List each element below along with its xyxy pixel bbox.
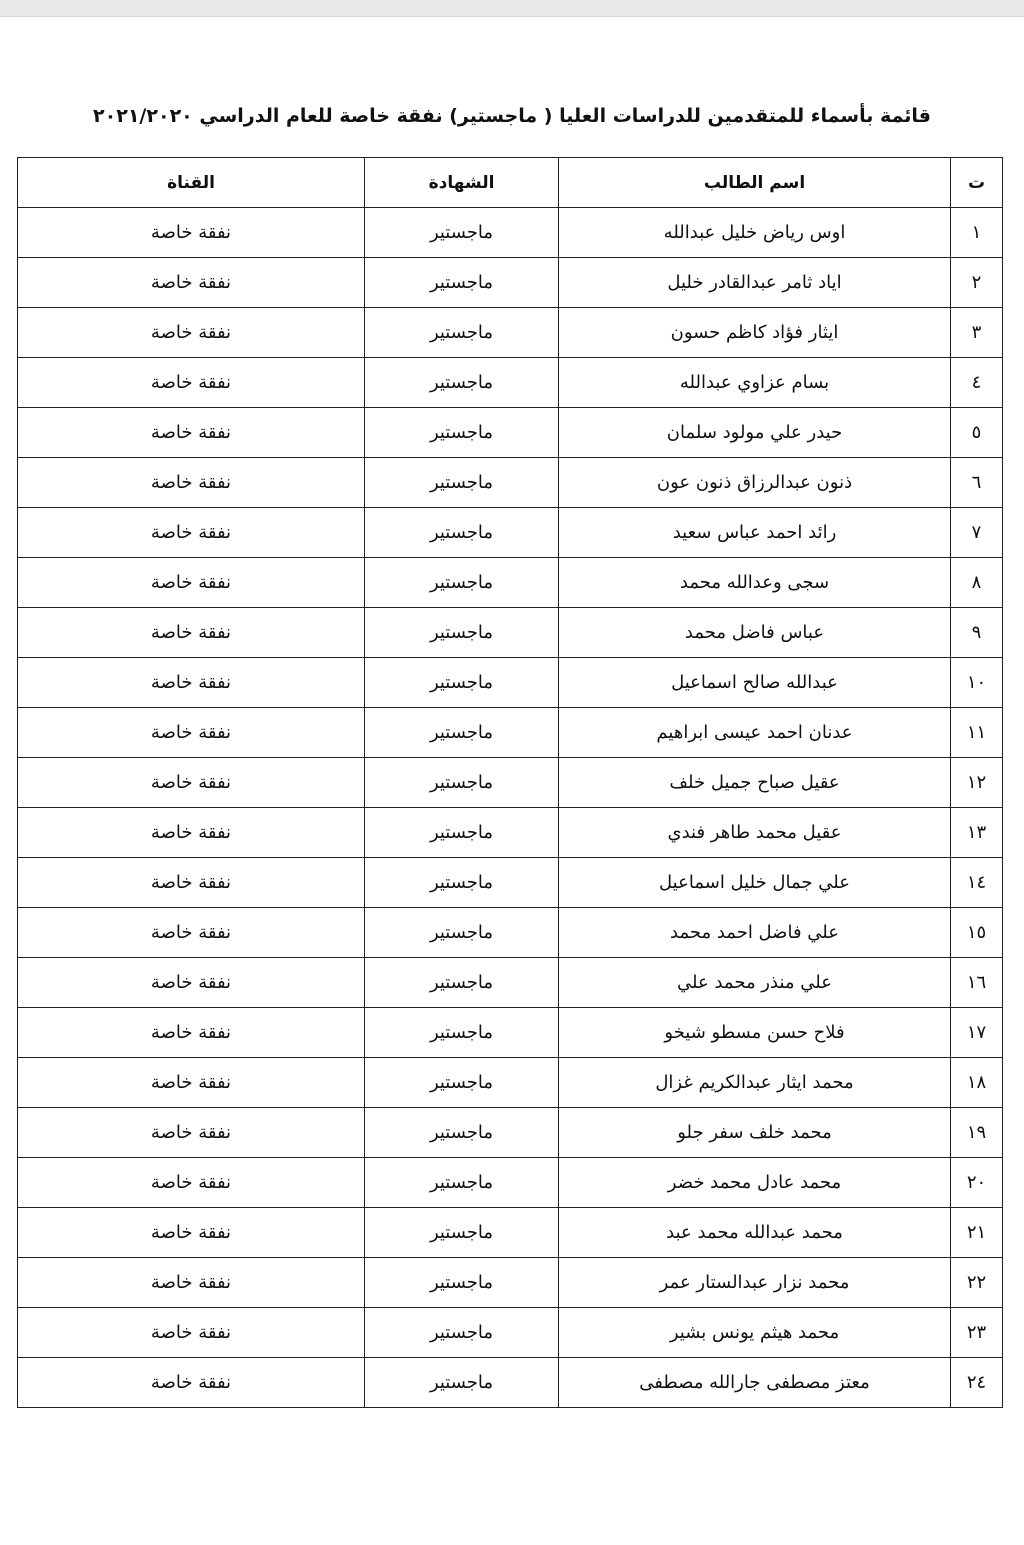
channel: نفقة خاصة (18, 1258, 365, 1308)
channel: نفقة خاصة (18, 1058, 365, 1108)
degree: ماجستير (365, 808, 559, 858)
student-name: محمد عبدالله محمد عبد (559, 1208, 951, 1258)
channel: نفقة خاصة (18, 508, 365, 558)
channel: نفقة خاصة (18, 1108, 365, 1158)
degree: ماجستير (365, 1158, 559, 1208)
student-name: محمد عادل محمد خضر (559, 1158, 951, 1208)
student-name: محمد خلف سفر جلو (559, 1108, 951, 1158)
table-row (18, 1358, 1003, 1408)
table-body (18, 208, 1003, 1408)
table-row (18, 908, 1003, 958)
header-channel: القناة (18, 158, 365, 208)
channel: نفقة خاصة (18, 1008, 365, 1058)
degree: ماجستير (365, 1208, 559, 1258)
student-name: محمد ايثار عبدالكريم غزال (559, 1058, 951, 1108)
degree: ماجستير (365, 608, 559, 658)
header-degree: الشهادة (365, 158, 559, 208)
table-row (18, 508, 1003, 558)
row-number: ١٣ (951, 808, 1003, 858)
degree: ماجستير (365, 758, 559, 808)
header-number: ت (951, 158, 1003, 208)
table-row (18, 1108, 1003, 1158)
channel: نفقة خاصة (18, 358, 365, 408)
degree: ماجستير (365, 558, 559, 608)
channel: نفقة خاصة (18, 558, 365, 608)
student-name: ذنون عبدالرزاق ذنون عون (559, 458, 951, 508)
row-number: ٦ (951, 458, 1003, 508)
channel: نفقة خاصة (18, 808, 365, 858)
student-name: بسام عزاوي عبدالله (559, 358, 951, 408)
degree: ماجستير (365, 1108, 559, 1158)
table-row (18, 858, 1003, 908)
degree: ماجستير (365, 458, 559, 508)
table-row (18, 758, 1003, 808)
row-number: ١١ (951, 708, 1003, 758)
channel: نفقة خاصة (18, 758, 365, 808)
row-number: ٢٤ (951, 1358, 1003, 1408)
student-name: محمد نزار عبدالستار عمر (559, 1258, 951, 1308)
table-row (18, 358, 1003, 408)
table-row (18, 1208, 1003, 1258)
student-name: ايثار فؤاد كاظم حسون (559, 308, 951, 358)
row-number: ١٩ (951, 1108, 1003, 1158)
row-number: ١ (951, 208, 1003, 258)
row-number: ٢٢ (951, 1258, 1003, 1308)
channel: نفقة خاصة (18, 408, 365, 458)
row-number: ٥ (951, 408, 1003, 458)
header-student-name: اسم الطالب (559, 158, 951, 208)
row-number: ٢١ (951, 1208, 1003, 1258)
channel: نفقة خاصة (18, 458, 365, 508)
table-row (18, 808, 1003, 858)
row-number: ١٥ (951, 908, 1003, 958)
student-name: علي جمال خليل اسماعيل (559, 858, 951, 908)
page-title: قائمة بأسماء للمتقدمين للدراسات العليا ( ماجستير) نفقة خاصة للعام الدراسي ٢٠٢١/٢٠٢٠ (93, 105, 931, 127)
student-name: عقيل محمد طاهر فندي (559, 808, 951, 858)
channel: نفقة خاصة (18, 1208, 365, 1258)
degree: ماجستير (365, 1358, 559, 1408)
student-name: علي فاضل احمد محمد (559, 908, 951, 958)
degree: ماجستير (365, 1058, 559, 1108)
channel: نفقة خاصة (18, 708, 365, 758)
table-header-row (18, 158, 1003, 208)
student-name: فلاح حسن مسطو شيخو (559, 1008, 951, 1058)
channel: نفقة خاصة (18, 208, 365, 258)
row-number: ٢٣ (951, 1308, 1003, 1358)
degree: ماجستير (365, 208, 559, 258)
table-row (18, 1008, 1003, 1058)
degree: ماجستير (365, 658, 559, 708)
degree: ماجستير (365, 908, 559, 958)
row-number: ١٢ (951, 758, 1003, 808)
channel: نفقة خاصة (18, 908, 365, 958)
table-row (18, 1308, 1003, 1358)
student-name: اياد ثامر عبدالقادر خليل (559, 258, 951, 308)
table-row (18, 258, 1003, 308)
degree: ماجستير (365, 258, 559, 308)
degree: ماجستير (365, 858, 559, 908)
degree: ماجستير (365, 508, 559, 558)
table-row (18, 708, 1003, 758)
channel: نفقة خاصة (18, 608, 365, 658)
row-number: ٨ (951, 558, 1003, 608)
student-name: عقيل صباح جميل خلف (559, 758, 951, 808)
table-row (18, 408, 1003, 458)
degree: ماجستير (365, 408, 559, 458)
table-row (18, 608, 1003, 658)
student-name: سجى وعدالله محمد (559, 558, 951, 608)
student-name: محمد هيثم يونس بشير (559, 1308, 951, 1358)
channel: نفقة خاصة (18, 258, 365, 308)
row-number: ٣ (951, 308, 1003, 358)
table-row (18, 458, 1003, 508)
student-name: عدنان احمد عيسى ابراهيم (559, 708, 951, 758)
channel: نفقة خاصة (18, 1308, 365, 1358)
applicants-table (17, 157, 1003, 1408)
student-name: عبدالله صالح اسماعيل (559, 658, 951, 708)
table-row (18, 1058, 1003, 1108)
student-name: حيدر علي مولود سلمان (559, 408, 951, 458)
row-number: ٤ (951, 358, 1003, 408)
table-row (18, 1158, 1003, 1208)
channel: نفقة خاصة (18, 958, 365, 1008)
table-row (18, 958, 1003, 1008)
channel: نفقة خاصة (18, 308, 365, 358)
student-name: معتز مصطفى جارالله مصطفى (559, 1358, 951, 1408)
student-name: عباس فاضل محمد (559, 608, 951, 658)
row-number: ٩ (951, 608, 1003, 658)
table-row (18, 208, 1003, 258)
row-number: ١٨ (951, 1058, 1003, 1108)
channel: نفقة خاصة (18, 858, 365, 908)
row-number: ١٦ (951, 958, 1003, 1008)
row-number: ٧ (951, 508, 1003, 558)
degree: ماجستير (365, 708, 559, 758)
top-status-bar (0, 0, 1024, 17)
degree: ماجستير (365, 958, 559, 1008)
degree: ماجستير (365, 358, 559, 408)
table-row (18, 308, 1003, 358)
degree: ماجستير (365, 1258, 559, 1308)
student-name: اوس رياض خليل عبدالله (559, 208, 951, 258)
channel: نفقة خاصة (18, 1358, 365, 1408)
channel: نفقة خاصة (18, 658, 365, 708)
row-number: ٢ (951, 258, 1003, 308)
degree: ماجستير (365, 308, 559, 358)
table-row (18, 558, 1003, 608)
student-name: علي منذر محمد علي (559, 958, 951, 1008)
table-row (18, 1258, 1003, 1308)
row-number: ٢٠ (951, 1158, 1003, 1208)
degree: ماجستير (365, 1308, 559, 1358)
row-number: ١٠ (951, 658, 1003, 708)
table-row (18, 658, 1003, 708)
degree: ماجستير (365, 1008, 559, 1058)
row-number: ١٤ (951, 858, 1003, 908)
student-name: رائد احمد عباس سعيد (559, 508, 951, 558)
row-number: ١٧ (951, 1008, 1003, 1058)
channel: نفقة خاصة (18, 1158, 365, 1208)
